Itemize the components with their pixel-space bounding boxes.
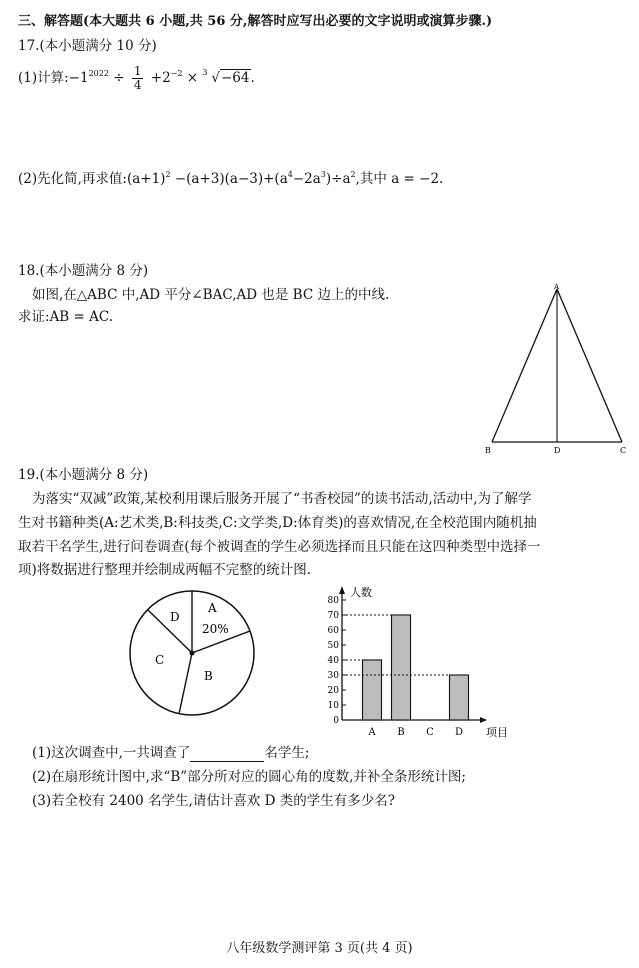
fraction-one-quarter: $\frac{1}{4}$ xyxy=(133,64,142,92)
side-ab xyxy=(492,289,557,442)
bar-d xyxy=(450,675,469,720)
q19-para-line3: 取若干名学生,进行问卷调查(每个被调查的学生必须选择而且只能在这四种类型中选择一 xyxy=(18,539,541,555)
x-tick-label: B xyxy=(397,727,405,738)
q18-heading: 18.(本小题满分 8 分) xyxy=(18,263,149,279)
q18-prove: 求证:AB = AC. xyxy=(18,309,114,325)
y-tick-label: 10 xyxy=(327,701,339,711)
triangle-figure xyxy=(480,280,635,460)
vertex-d-label: D xyxy=(554,446,561,455)
pie-center xyxy=(190,651,195,656)
y-axis-arrow xyxy=(339,586,345,594)
x-tick-label: A xyxy=(368,727,376,738)
y-tick-label: 30 xyxy=(327,671,339,681)
y-tick-label: 20 xyxy=(327,686,339,696)
q19-sub1: (1)这次调查中,一共调查了 名学生; xyxy=(32,745,310,761)
y-tick-label: 60 xyxy=(327,626,339,636)
bar-chart xyxy=(318,580,518,742)
x-axis-title: 项目 xyxy=(486,726,508,739)
pie-chart xyxy=(126,586,260,720)
q19-para-line1: 为落实“双减”政策,某校利用课后服务开展了“书香校园”的读书活动,活动中,为了解学 xyxy=(32,491,532,507)
q19-sub2: (2)在扇形统计图中,求“B”部分所对应的圆心角的度数,并补全条形统计图; xyxy=(32,769,466,785)
vertex-b-label: B xyxy=(485,446,491,455)
vertex-c-label: C xyxy=(620,446,627,455)
page-footer: 八年级数学测评第 3 页(共 4 页) xyxy=(226,941,413,956)
x-tick-label: D xyxy=(454,727,464,738)
q19-sub3: (3)若全校有 2400 名学生,请估计喜欢 D 类的学生有多少名? xyxy=(32,793,395,809)
section-header: 三、解答题(本大题共 6 小题,共 56 分,解答时应写出必要的文字说明或演算步骤.) xyxy=(18,14,493,29)
pie-slice-d-label: D xyxy=(170,610,180,624)
q17-part1: (1)计算$:-1^{2022}$ ÷ $\frac{1}{4}$ $+2^{-2}$ × 3 √−64. xyxy=(18,64,255,92)
q17-heading: 17.(本小题满分 10 分) xyxy=(18,38,157,54)
q19-para-line4: 项)将数据进行整理并绘制成两幅不完整的统计图. xyxy=(18,562,312,578)
q19-heading: 19.(本小题满分 8 分) xyxy=(18,467,149,483)
bar-b xyxy=(392,615,411,720)
y-tick-label: 70 xyxy=(327,611,339,621)
answer-blank[interactable] xyxy=(190,747,264,762)
y-tick-label: 0 xyxy=(333,716,339,726)
pie-slice-a-label: A xyxy=(208,601,217,615)
cube-root: 3 √−64 xyxy=(202,68,250,86)
y-axis-title: 人数 xyxy=(350,586,372,599)
y-tick-label: 50 xyxy=(327,641,339,651)
y-tick-label: 80 xyxy=(327,596,339,606)
q18-statement: 如图,在△ABC 中,AD 平分∠BAC,AD 也是 BC 边上的中线. xyxy=(32,287,390,303)
side-ac xyxy=(557,289,622,442)
pie-slice-a-percent: 20% xyxy=(202,622,229,636)
pie-slice-c-label: C xyxy=(155,653,165,667)
x-tick-label: C xyxy=(426,727,434,738)
q17-part2: (2)先化简,再求值$:(a+1)^2 -(a+3)(a-3)+(a^4-2a^3)\div a^2$,其中 a = −2. xyxy=(18,170,444,187)
q19-para-line2: 生对书籍种类(A:艺术类,B:科技类,C:文学类,D:体育类)的喜欢情况,在全校范围内随机抽 xyxy=(18,515,537,531)
bar-a xyxy=(363,660,382,720)
x-axis-arrow xyxy=(480,717,487,723)
y-tick-label: 40 xyxy=(327,656,339,666)
pie-slice-b-label: B xyxy=(204,669,213,683)
vertex-a-label: A xyxy=(554,283,560,291)
